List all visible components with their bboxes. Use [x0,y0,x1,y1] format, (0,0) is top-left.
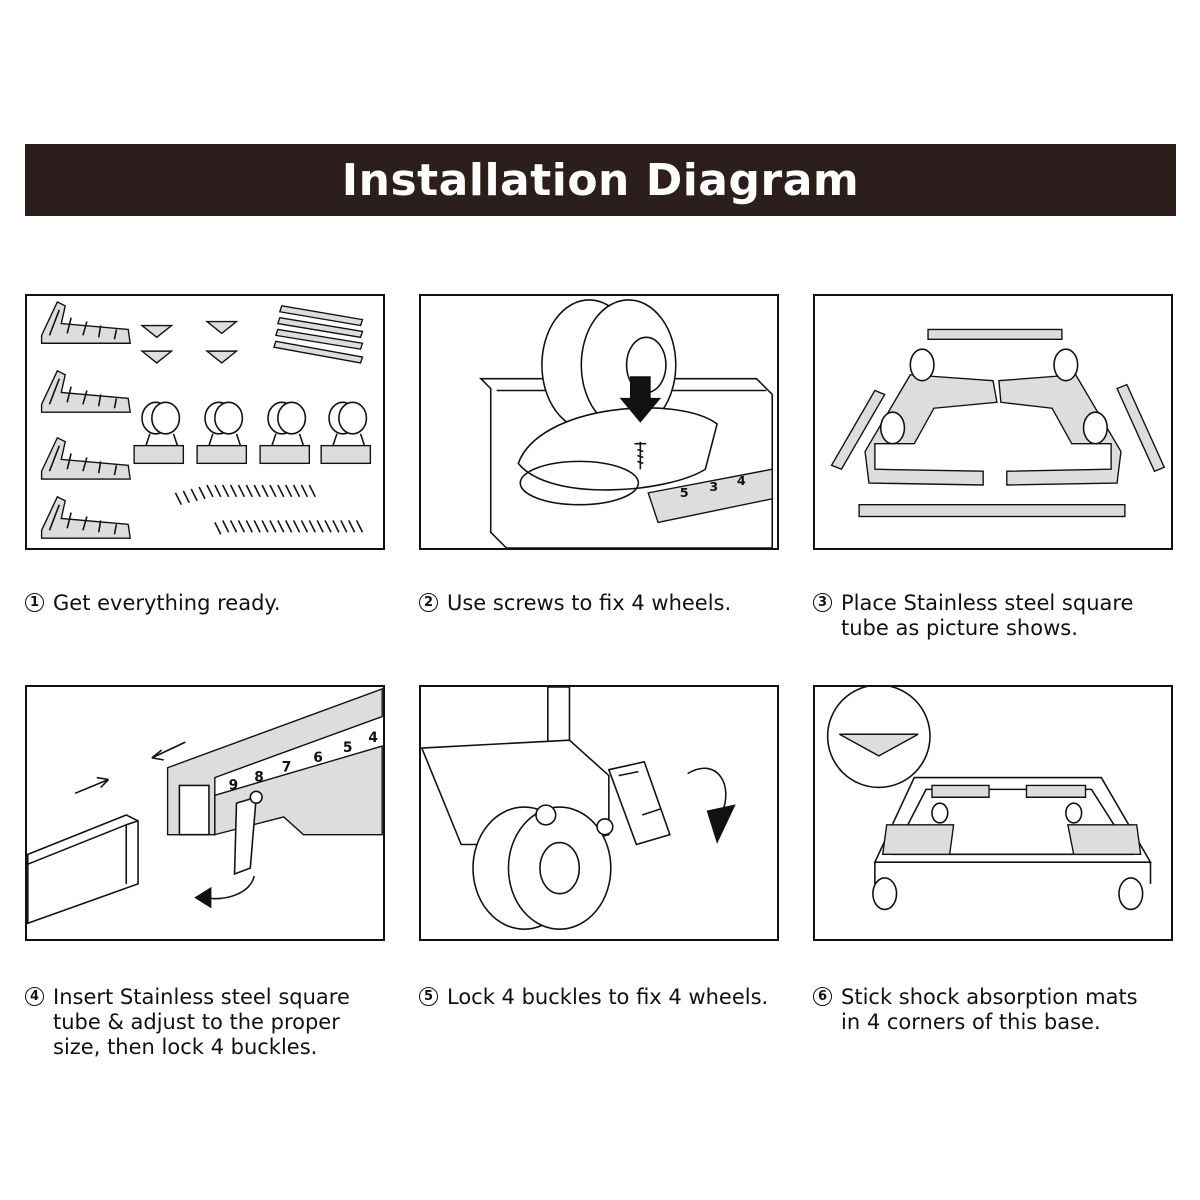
step-number-badge: 4 [25,987,44,1006]
corner-bracket [42,371,131,412]
shock-pad [207,351,237,363]
step-3-caption [813,591,1163,641]
corner-bracket [42,497,131,538]
steel-tube [1117,385,1164,472]
tube-placement-drawing [815,296,1171,548]
step-4-caption [25,985,385,1060]
title-banner [25,144,1176,216]
wheel-lock-drawing [421,687,777,939]
step-6-illustration [813,685,1173,941]
finished-base-drawing [815,687,1171,939]
step-5-caption [419,985,779,1010]
step-1-caption [25,591,385,616]
ruler-mark: 5 [679,485,689,501]
rotate-arrow-icon [205,876,254,899]
step-text: Lock 4 buckles to fix 4 wheels. [447,985,769,1009]
step-5-illustration [419,685,779,941]
buckle [609,762,670,845]
arrow-right-icon [75,778,108,794]
step-text: Stick shock absorption mats in 4 corners of this base. [841,985,1138,1034]
ruler-mark: 3 [709,479,719,495]
base-half [865,349,997,485]
step-3-illustration [813,294,1173,550]
arrow-left-icon [152,742,185,760]
step-number-badge: 2 [419,593,438,612]
steel-tubes [274,306,363,363]
shock-pad [207,322,237,334]
caster-wheel [197,402,246,463]
ruler-mark: 6 [313,749,323,766]
ruler-mark: 5 [342,739,353,756]
ruler-mark: 9 [228,777,239,794]
steel-tube [928,329,1062,339]
screws [175,485,362,534]
step-4-illustration [25,685,385,941]
caster-wheel [321,402,370,463]
step-text: Insert Stainless steel square tube & adjust to the proper size, then lock 4 buckles. [53,985,350,1059]
caster-wheel [260,402,309,463]
caster-wheel [473,805,613,929]
step-2-illustration [419,294,779,550]
wheel-screw-drawing [421,296,777,548]
step-1-illustration [25,294,385,550]
step-number-badge: 3 [813,593,832,612]
shock-pad [142,326,172,338]
page-title: Installation Diagram [341,154,860,206]
shock-pad [142,351,172,363]
step-number-badge: 5 [419,987,438,1006]
parts-drawing [27,296,383,548]
assembled-base [873,778,1151,910]
step-2-caption [419,591,779,616]
base-half [999,349,1121,485]
buckle [235,797,257,874]
steel-tube [28,815,138,923]
ruler-mark: 8 [254,769,264,786]
step-text: Place Stainless steel square tube as picture shows. [841,591,1134,640]
ruler-mark: 7 [281,759,292,776]
step-number-badge: 1 [25,593,44,612]
corner-bracket [42,438,131,479]
ruler-mark: 4 [368,730,379,747]
step-text: Use screws to fix 4 wheels. [447,591,732,615]
step-number-badge: 6 [813,987,832,1006]
caster-wheel [134,402,183,463]
corner-bracket [42,302,131,343]
tube-insert-drawing [27,687,383,939]
steel-tube [859,505,1125,517]
steel-tube [832,391,885,470]
step-text: Get everything ready. [53,591,281,615]
step-6-caption [813,985,1163,1035]
ruler-mark: 4 [736,474,746,489]
